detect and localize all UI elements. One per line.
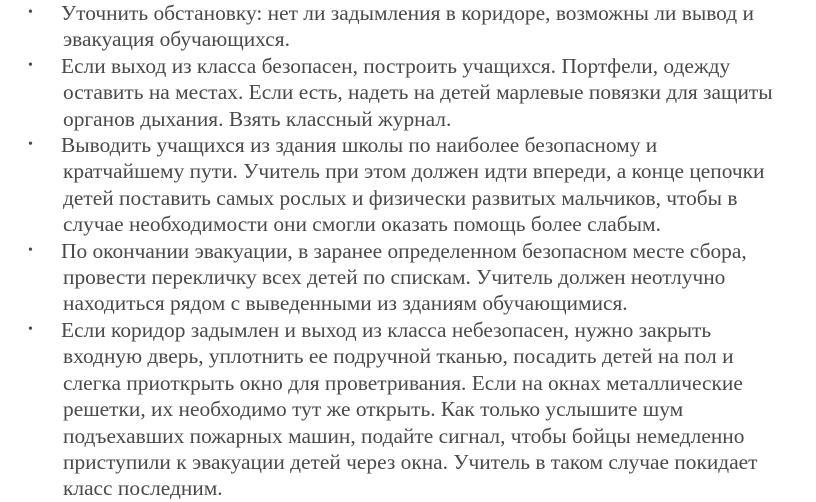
- text-line: По окончании эвакуации, в заранее определенном безопасном месте сбора,: [61, 238, 747, 263]
- text-line: кратчайшему пути. Учитель при этом должен идти впереди, а конце цепочки: [63, 159, 765, 184]
- text-line: эвакуация обучающихся.: [63, 27, 290, 52]
- list-item-text: [61, 317, 808, 502]
- list-item: [0, 317, 816, 502]
- list-item-text: [61, 53, 808, 132]
- bullet-icon: •: [28, 57, 33, 73]
- text-line: детей поставить самых рослых и физически развитых мальчиков, чтобы в: [63, 185, 738, 210]
- list-item: [0, 0, 816, 53]
- text-line: Уточнить обстановку: нет ли задымления в коридоре, возможны ли вывод и: [61, 1, 754, 25]
- text-line: находиться рядом с выведенными из зданиям обучающимися.: [63, 291, 628, 316]
- bullet-icon: •: [28, 321, 33, 337]
- list-item-text: [61, 238, 808, 317]
- list-item: [0, 132, 816, 238]
- text-line: решетки, их необходимо тут же открыть. Как только услышите шум: [63, 397, 684, 422]
- list-item-text: [61, 132, 808, 238]
- list-item-text: [61, 0, 808, 53]
- text-line: Выводить учащихся из здания школы по наиболее безопасному и: [61, 133, 658, 158]
- text-line: слегка приоткрыть окно для проветривания. Если на окнах металлические: [63, 370, 743, 395]
- text-line: Если выход из класса безопасен, построить учащихся. Портфели, одежду: [61, 53, 731, 78]
- text-line: органов дыхания. Взять классный журнал.: [63, 106, 452, 131]
- text-line: приступили к эвакуации детей через окна. Учитель в таком случае покидает: [63, 449, 758, 474]
- text-line: входную дверь, уплотнить ее подручной тканью, посадить детей на пол и: [63, 344, 734, 369]
- text-line: Если коридор задымлен и выход из класса небезопасен, нужно закрыть: [61, 317, 712, 342]
- list-item: [0, 53, 816, 132]
- bullet-icon: •: [28, 5, 33, 20]
- text-line: класс последним.: [63, 476, 223, 501]
- list-item: [0, 238, 816, 317]
- bullet-icon: •: [28, 242, 33, 258]
- text-line: случае необходимости они смогли оказать помощь более слабым.: [63, 212, 661, 237]
- text-line: провести перекличку всех детей по спискам. Учитель должен неотлучно: [63, 265, 726, 290]
- bullet-icon: •: [28, 137, 33, 153]
- text-line: оставить на местах. Если есть, надеть на детей марлевые повязки для защиты: [63, 80, 773, 105]
- text-line: подъехавших пожарных машин, подайте сигнал, чтобы бойцы немедленно: [63, 423, 745, 448]
